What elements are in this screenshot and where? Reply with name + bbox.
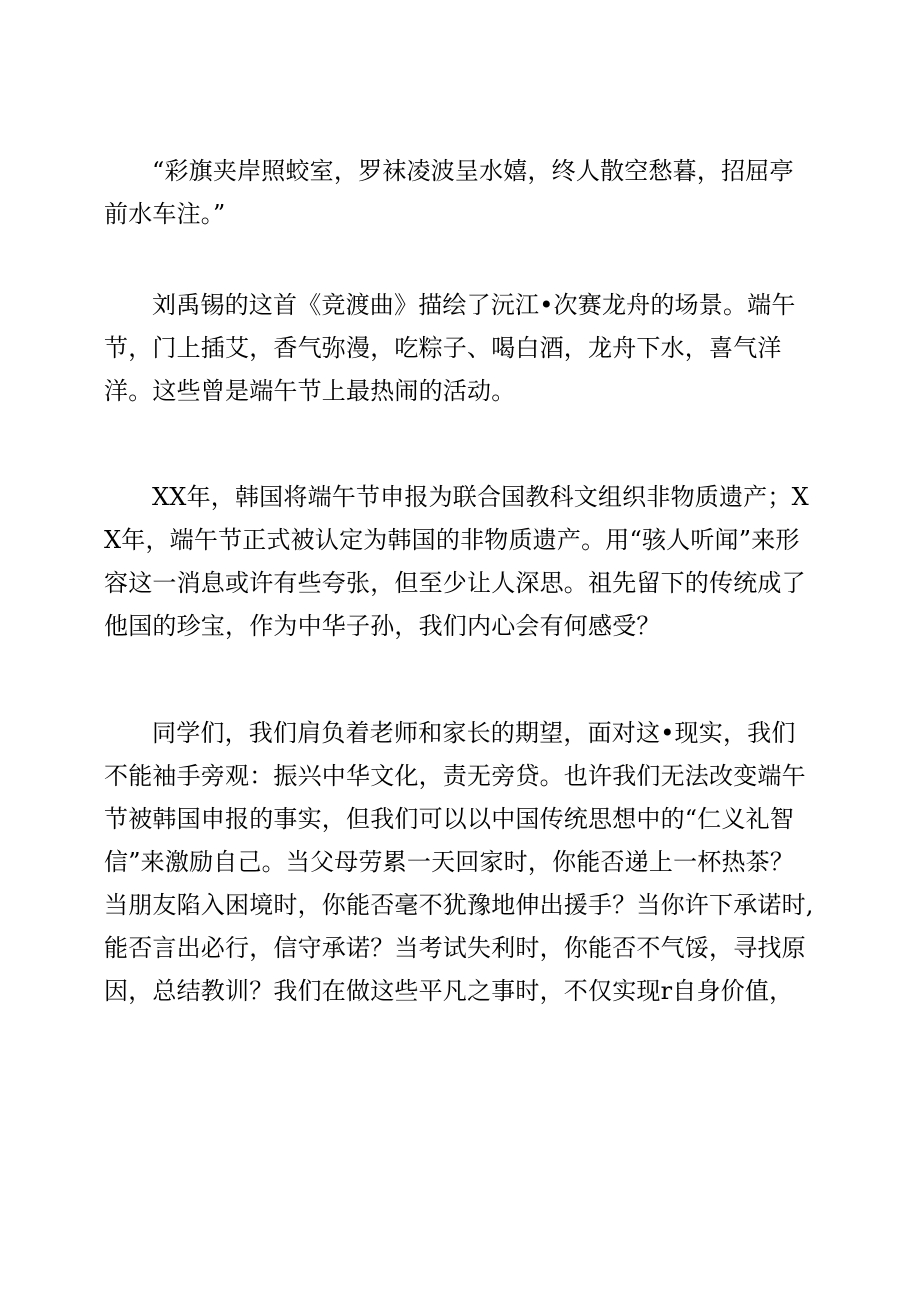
paragraph-dragon-boat: 刘禹锡的这首《竞渡曲》描绘了沅江•次赛龙舟的场景。端午节，门上插艾，香气弥漫，吃粽子、喝白酒，龙舟下水，喜气洋洋。这些曾是端午节上最热闹的活动。 (104, 291, 796, 405)
paragraph-korea-heritage: XX年，韩国将端午节申报为联合国教科文组织非物质遗产；XX年，端午节正式被认定为韩国的非物质遗产。用“骇人听闻”来形容这一消息或许有些夸张，但至少让人深思。祖先留下的传统成了他国的珍宝，作为中华子孙，我们内心会有何感受？ (104, 483, 809, 640)
paragraph-students: 同学们，我们肩负着老师和家长的期望，面对这•现实，我们不能袖手旁观：振兴中华文化，责无旁贷。也许我们无法改变端午节被韩国申报的事实，但我们可以以中国传统思想中的“仁义礼智信”来激励自己。当父母劳累一天回家时，你能否递上一杯热茶？当朋友陷入困境时，你能否毫不犹豫地伸出援手？当你许下承诺时,能否言出必行，信守承诺？当考试失利时，你能否不气馁，寻找原因，总结教训？我们在做这些平凡之事时，不仅实现r自身价值， (104, 719, 814, 1005)
paragraph-poem: “彩旗夹岸照蛟室，罗袜凌波呈水嬉，终人散空愁暮，招屈亭前水车注。” (104, 157, 794, 228)
